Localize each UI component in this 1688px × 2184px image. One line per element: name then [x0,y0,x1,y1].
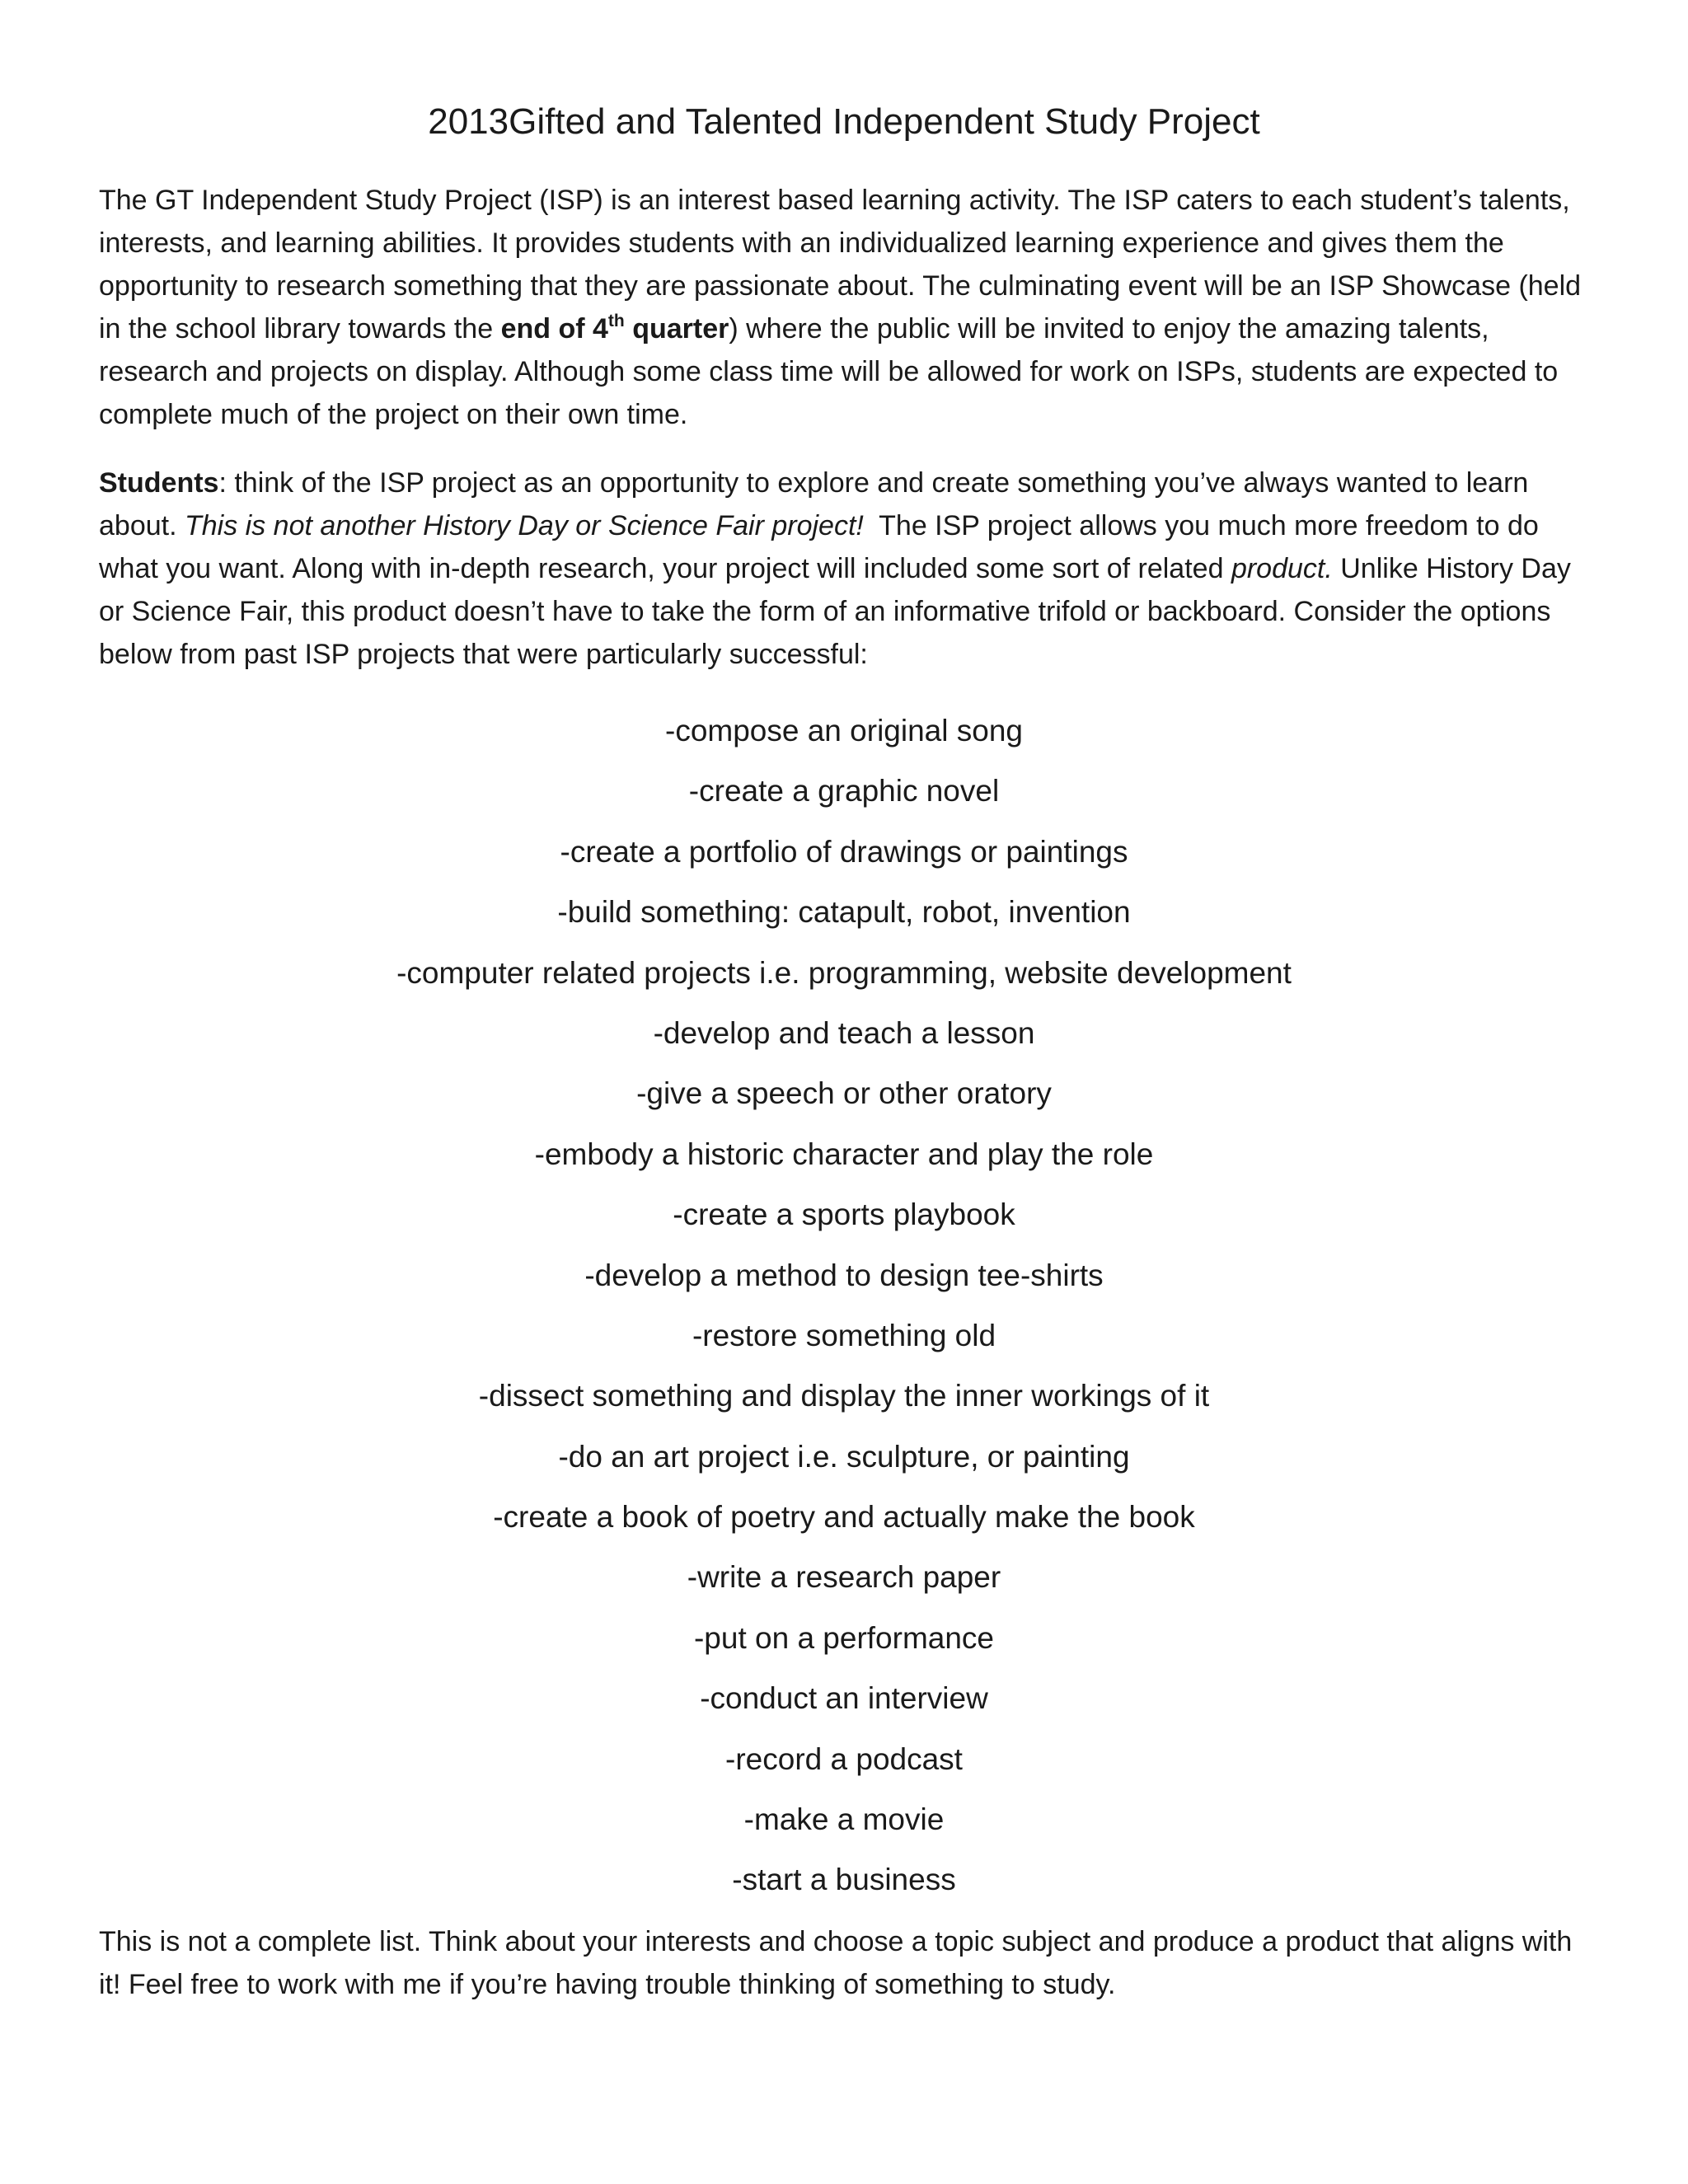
list-item: -develop and teach a lesson [653,1015,1035,1050]
list-item: -compose an original song [665,714,1023,748]
list-item: -restore something old [692,1318,996,1352]
intro-bold-superscript: th [607,311,625,330]
list-item: -computer related projects i.e. programming, website development [396,955,1292,990]
intro-text-start: The GT Independent Study Project (ISP) is an interest based learning activity. The ISP caters to each student’s talents, interests, and learning abilities. It provides students with an individualized learning experience and gives them the opportunity to research something that they are passionate about. The culminating event will be an ISP Showcase (held in the school library towards the [99,185,1582,344]
list-item: -make a movie [743,1802,945,1837]
list-item: -create a graphic novel [688,774,1000,808]
list-item: -create a book of poetry and actually make the book [493,1500,1195,1535]
students-text-3: Unlike History Day or Science Fair, this product doesn’t have to take the form of an informative trifold or backboard. Consider the options below from past ISP projects that were particularly successful: [99,553,1571,670]
intro-bold-deadline [501,313,729,344]
list-item: -develop a method to design tee-shirts [584,1258,1104,1292]
list-item: -write a research paper [687,1560,1001,1595]
intro-text-end: ) where the public will be invited to enjoy the amazing talents, research and projects on display. Although some class time will be allowed for work on ISPs, students are expected to complete much of the project on their own time. [99,313,1559,430]
list-item: -record a podcast [725,1741,963,1776]
list-item: -conduct an interview [700,1681,988,1716]
students-text-1: : think of the ISP project as an opportunity to explore and create something you’ve always wanted to learn about. [99,467,1529,541]
list-item: -embody a historic character and play the role [534,1137,1154,1171]
intro-bold-main: end of 4 [500,313,608,344]
intro-paragraph [99,179,1599,436]
closing-paragraph: This is not a complete list. Think about your interests and choose a topic subject and produce a product that aligns with it! Feel free to work with me if you’re having trouble thinking of something to study. [99,1926,1573,2000]
list-item: -put on a performance [693,1620,995,1655]
list-item: -create a portfolio of drawings or paintings [560,834,1128,869]
list-item: -start a business [732,1863,956,1897]
students-italic-2: product. [1231,553,1333,584]
students-text-2: The ISP project allows you much more freedom to do what you want. Along with in-depth research, your project will included some sort of related [99,510,1547,584]
students-label: Students [99,467,219,499]
list-item: -do an art project i.e. sculpture, or painting [558,1439,1130,1474]
document-title: 2013Gifted and Talented Independent Study Project [428,101,1260,142]
list-item: -dissect something and display the inner workings of it [478,1379,1210,1413]
intro-bold-tail: quarter [624,313,729,344]
list-item: -give a speech or other oratory [636,1076,1052,1111]
list-item: -build something: catapult, robot, invention [557,895,1131,930]
project-ideas-list [0,701,1688,1910]
students-paragraph [99,462,1599,676]
students-italic-1: This is not another History Day or Science Fair project! [184,510,864,541]
list-item: -create a sports playbook [673,1197,1015,1232]
